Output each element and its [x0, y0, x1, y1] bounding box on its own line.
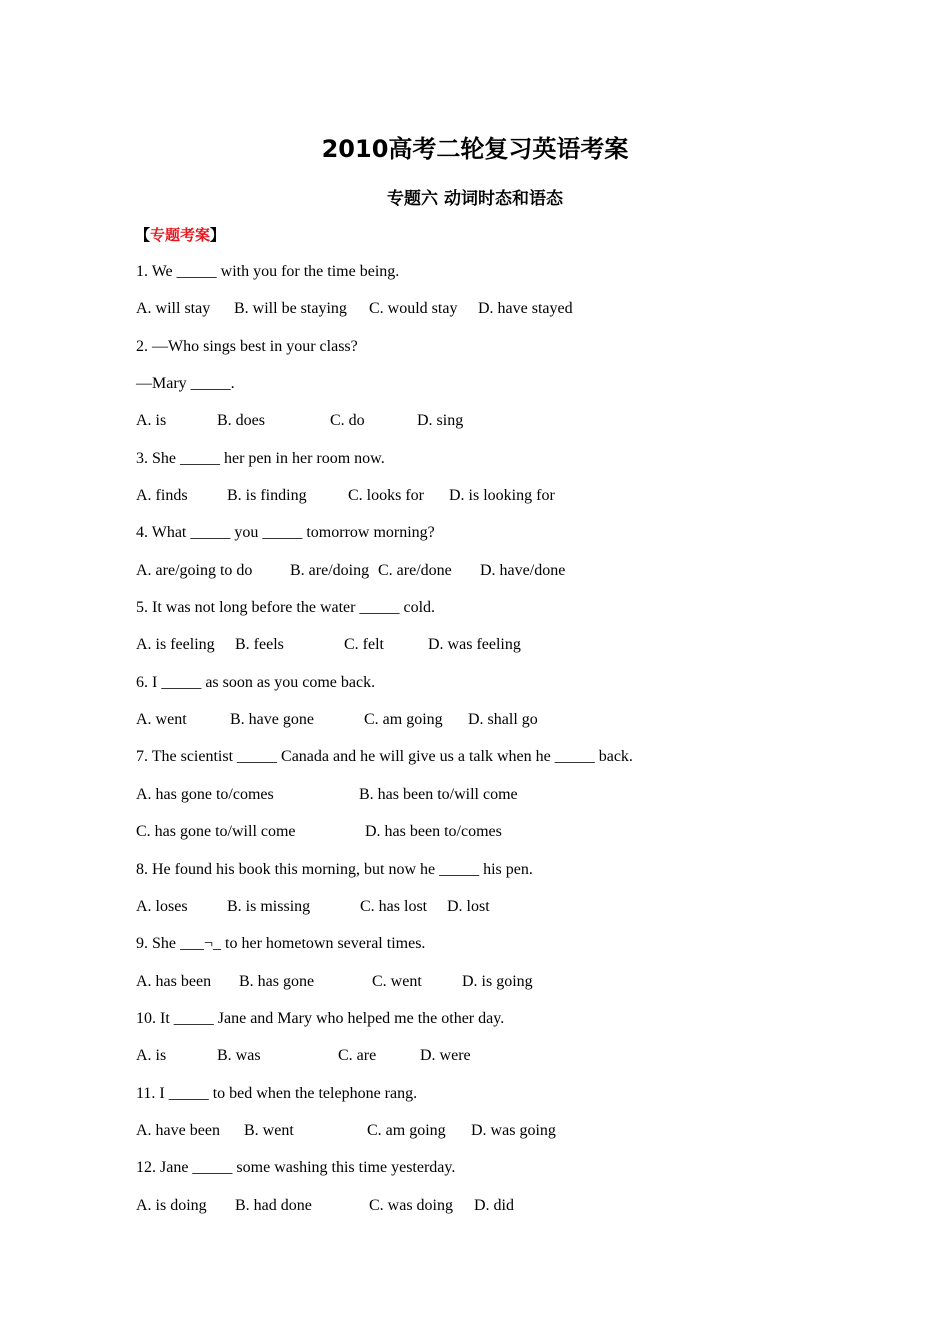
option-row: [136, 558, 836, 595]
answer-option: C. am going: [367, 1121, 446, 1139]
question-stem: 2. —Who sings best in your class?: [136, 337, 358, 355]
answer-option: D. did: [474, 1196, 514, 1214]
answer-option: B. are/doing: [290, 561, 370, 579]
option-row: [136, 1193, 836, 1230]
answer-option: B. has been to/will come: [359, 785, 518, 803]
answer-option: B. does: [217, 412, 265, 430]
answer-option: C. am going: [364, 711, 443, 729]
option-row: [136, 483, 836, 520]
option-row: [136, 894, 836, 931]
section-heading: [135, 222, 225, 248]
answer-option: A. finds: [136, 487, 188, 505]
page-title: 2010高考二轮复习英语考案: [321, 135, 629, 163]
question-stem: 10. It _____ Jane and Mary who helped me the other day.: [136, 1009, 505, 1027]
answer-option: D. sing: [417, 412, 464, 430]
question-stem: 6. I _____ as soon as you come back.: [136, 673, 376, 691]
answer-option: A. are/going to do: [136, 561, 253, 579]
question-list: [136, 259, 836, 1230]
answer-option: D. have/done: [480, 561, 566, 579]
answer-option: B. will be staying: [234, 300, 347, 318]
question-stem: 8. He found his book this morning, but now he _____ his pen.: [136, 860, 533, 878]
answer-option: B. feels: [235, 636, 284, 654]
option-row: [136, 1118, 836, 1155]
answer-option: D. has been to/comes: [365, 823, 502, 841]
option-row: [136, 632, 836, 669]
answer-option: B. had done: [235, 1196, 312, 1214]
answer-option: A. has been: [136, 972, 212, 990]
answer-option: B. was: [217, 1047, 261, 1065]
option-row: [136, 782, 836, 819]
question-stem: 9. She ___¬_ to her hometown several times.: [136, 935, 426, 953]
answer-option: C. has gone to/will come: [136, 823, 296, 841]
option-row: [136, 969, 836, 1006]
answer-option: D. were: [420, 1047, 471, 1065]
answer-option: B. has gone: [239, 972, 315, 990]
answer-option: B. went: [244, 1121, 294, 1139]
answer-option: D. lost: [447, 897, 490, 915]
answer-option: C. has lost: [360, 897, 428, 915]
answer-option: D. is looking for: [449, 487, 555, 505]
question-stem: —Mary _____.: [136, 375, 235, 393]
answer-option: C. was doing: [369, 1196, 453, 1214]
section-bracket-close: 】: [210, 226, 226, 244]
question-stem: 1. We _____ with you for the time being.: [136, 263, 400, 280]
question-stem: 11. I _____ to bed when the telephone rang.: [136, 1084, 418, 1102]
answer-option: A. have been: [136, 1121, 220, 1139]
answer-option: D. was feeling: [428, 636, 521, 654]
answer-option: C. looks for: [348, 487, 424, 505]
answer-option: D. was going: [471, 1121, 556, 1139]
answer-option: B. is missing: [227, 897, 311, 915]
option-row: [136, 819, 836, 856]
answer-option: C. went: [372, 972, 422, 990]
question-stem: 5. It was not long before the water _____ cold.: [136, 599, 436, 617]
page-subtitle: 专题六 动词时态和语态: [387, 189, 563, 209]
answer-option: A. is: [136, 1047, 167, 1065]
answer-option: C. would stay: [369, 300, 458, 318]
answer-option: A. is: [136, 412, 167, 430]
option-row: [136, 408, 836, 445]
answer-option: A. has gone to/comes: [136, 785, 274, 803]
answer-option: C. felt: [344, 636, 384, 654]
question-stem: 12. Jane _____ some washing this time yesterday.: [136, 1159, 456, 1177]
answer-option: B. have gone: [230, 711, 314, 729]
question-stem: 3. She _____ her pen in her room now.: [136, 449, 385, 467]
answer-option: D. is going: [462, 972, 533, 990]
answer-option: D. shall go: [468, 711, 538, 729]
section-label-text: 专题考案: [150, 226, 211, 244]
answer-option: A. will stay: [136, 300, 211, 318]
answer-option: A. loses: [136, 897, 188, 915]
option-row: [136, 1043, 836, 1080]
answer-option: A. went: [136, 711, 187, 729]
question-stem: 4. What _____ you _____ tomorrow morning?: [136, 524, 435, 542]
answer-option: C. do: [330, 412, 365, 430]
answer-option: D. have stayed: [478, 300, 573, 318]
answer-option: A. is feeling: [136, 636, 215, 654]
section-bracket-open: 【: [135, 226, 151, 244]
answer-option: C. are: [338, 1047, 377, 1065]
option-row: [136, 296, 836, 333]
answer-option: A. is doing: [136, 1196, 207, 1214]
question-stem: 7. The scientist _____ Canada and he will give us a talk when he _____ back.: [136, 748, 633, 766]
option-row: [136, 707, 836, 744]
answer-option: C. are/done: [378, 561, 452, 579]
answer-option: B. is finding: [227, 487, 307, 505]
